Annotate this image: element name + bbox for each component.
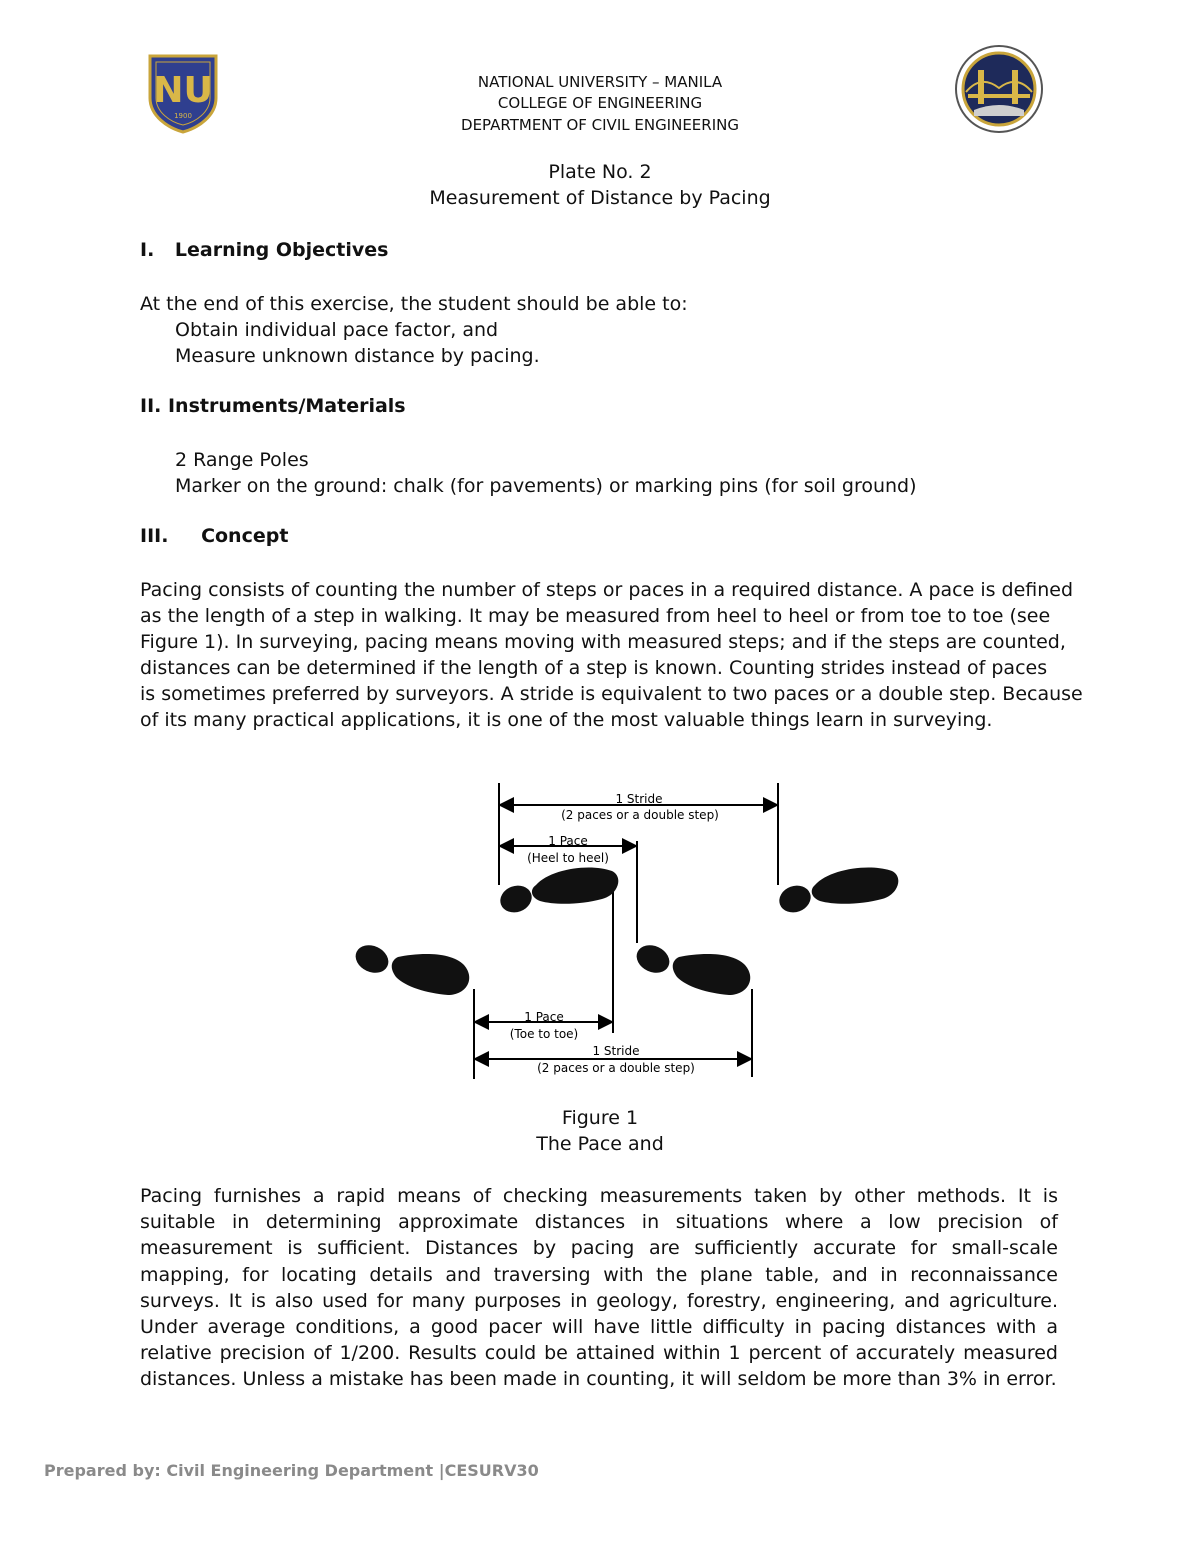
figure-caption-title: The Pace and: [536, 1133, 664, 1155]
svg-text:NU: NU: [153, 70, 213, 111]
objective-item: Obtain individual pace factor, and: [175, 319, 499, 341]
plate-title: Measurement of Distance by Pacing: [429, 187, 771, 209]
section-1-number: I.: [140, 239, 155, 261]
concept-line: Figure 1). In surveying, pacing means moving with measured steps; and if the steps are counted,: [140, 631, 1066, 653]
top-pace-label: 1 Pace: [548, 834, 588, 848]
section-3-title: Concept: [201, 525, 289, 547]
concept-line: Pacing consists of counting the number of steps or paces in a required distance. A pace is defined: [140, 579, 1074, 601]
figure-caption: Figure 1: [561, 1107, 639, 1129]
section-1-title: Learning Objectives: [174, 239, 389, 261]
concept-line: as the length of a step in walking. It may be measured from heel to heel or from toe to toe (see: [140, 605, 1051, 627]
section-3-number: III.: [140, 525, 169, 547]
footprint-bottom-left: [351, 940, 469, 995]
section-2-heading: II. Instruments/Materials: [140, 395, 406, 417]
footprint-top-left: [497, 867, 619, 916]
concept-paragraph-2: Pacing furnishes a rapid means of checking measurements taken by other methods. It is suitable in determining approximate distances in situations where a low precision of measurement is sufficient. Distances by pacing are sufficiently accurate for small-scale mapping, for locating details and traversing with the plane table, and in reconnaissance surveys. It is also used for many purposes in geology, forestry, engineering, and agriculture. Under average conditions, a good pacer will have little difficulty in pacing distances with a relative precision of 1/200. Results could be attained within 1 percent of accurately measured distances. Unless a mistake has been made in counting, it will seldom be more than 3% in error.: [140, 1185, 1058, 1391]
bottom-stride-label: 1 Stride: [592, 1044, 640, 1058]
material-item: Marker on the ground: chalk (for pavements) or marking pins (for soil ground): [175, 475, 917, 497]
pace-stride-figure: [340, 775, 920, 1085]
header-department: DEPARTMENT OF CIVIL ENGINEERING: [461, 116, 739, 134]
section-3-heading: [140, 525, 288, 547]
concept-line: is sometimes preferred by surveyors. A stride is equivalent to two paces or a double step. Because: [140, 683, 1083, 705]
bottom-stride-sublabel: (2 paces or a double step): [537, 1061, 695, 1075]
section-1-heading: [140, 239, 388, 261]
objective-item: Measure unknown distance by pacing.: [175, 345, 540, 367]
concept-paragraph-1: [140, 577, 1083, 733]
bottom-pace-sublabel: (Toe to toe): [509, 1027, 579, 1041]
concept-line: distances can be determined if the length of a step is known. Counting strides instead of paces: [140, 657, 1048, 679]
top-stride-label: 1 Stride: [615, 792, 663, 806]
footprint-top-right: [776, 867, 899, 916]
top-stride-sublabel: (2 paces or a double step): [561, 808, 719, 822]
svg-text:1900: 1900: [174, 112, 192, 120]
bottom-pace-label: 1 Pace: [524, 1010, 564, 1024]
footprint-bottom-right: [632, 940, 750, 995]
objectives-intro: At the end of this exercise, the student should be able to:: [140, 293, 688, 315]
concept-line: of its many practical applications, it is one of the most valuable things learn in surveying.: [140, 709, 993, 731]
material-item: 2 Range Poles: [175, 449, 309, 471]
footer-prepared-by: Prepared by: Civil Engineering Department |CESURV30: [44, 1461, 539, 1480]
plate-number: Plate No. 2: [548, 161, 652, 183]
header-university: NATIONAL UNIVERSITY – MANILA: [477, 73, 723, 91]
header-college: COLLEGE OF ENGINEERING: [497, 94, 703, 112]
top-pace-sublabel: (Heel to heel): [527, 851, 609, 865]
